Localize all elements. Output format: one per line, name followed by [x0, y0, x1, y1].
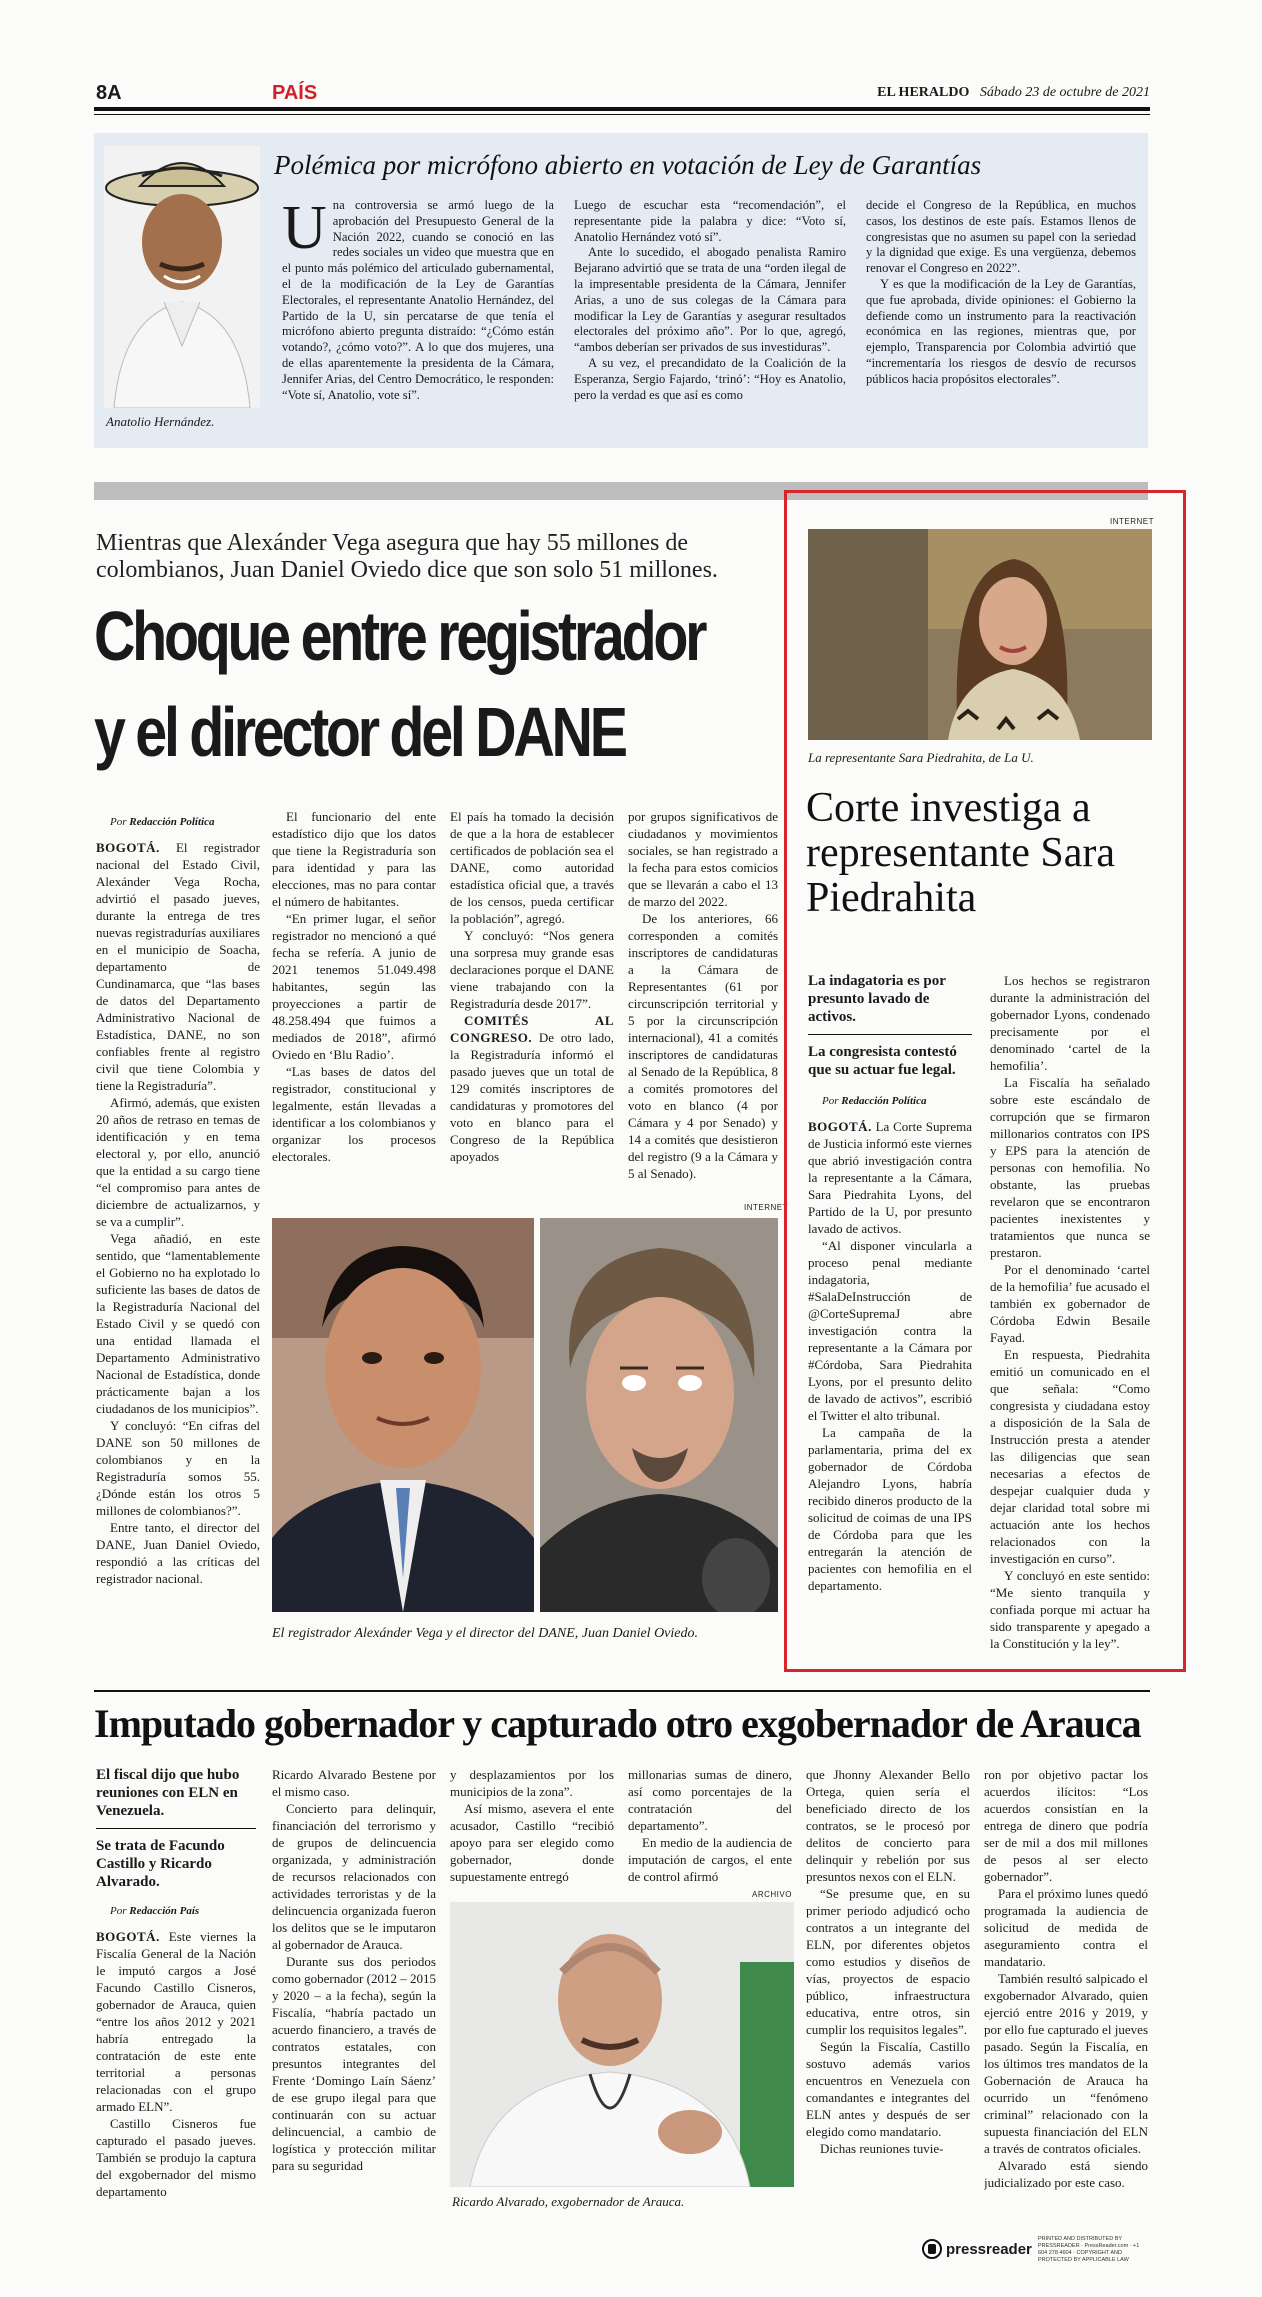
top-story-paragraph: decide el Congreso de la República, en muchos casos, los destinos de este país. Estamos llenos de congresistas que no asumen su papel con la seriedad y la dignidad que exige. Es una vergüenza, debemos renovar el Congreso en 2022”.: [866, 198, 1136, 276]
bottom-summary-1: El fiscal dijo que hubo reuniones con ELN en Venezuela.: [96, 1766, 256, 1829]
dateline: BOGOTÁ.: [96, 1929, 160, 1944]
main-byline: Por Redacción Política: [110, 816, 215, 828]
main-paragraph: “En primer lugar, el señor registrador no mencionó a qué fecha se refería. A junio de 2021 tenemos 51.049.498 habitantes, según las proyecciones a partir de 48.258.494 que fuimos a mediados de 2018”, afirmó Oviedo en ‘Blu Radio’.: [272, 911, 436, 1062]
anatolio-photo: [104, 146, 260, 408]
piedrahita-portrait-illustration: [808, 529, 1152, 740]
bottom-photo-caption: Ricardo Alvarado, exgobernador de Arauca.: [452, 2194, 685, 2209]
drop-cap: U: [282, 198, 327, 262]
main-paragraph: El funcionario del ente estadístico dijo que los datos que tiene la Registraduría son para identidad y para las elecciones, mas no para contar el número de habitantes.: [272, 809, 436, 909]
bottom-paragraph: Alvarado está siendo judicializado por este caso.: [984, 2158, 1148, 2190]
subhead: COMITÉS AL CONGRESO.: [450, 1013, 614, 1045]
bottom-paragraph: que Jhonny Alexander Bello Ortega, quien sería el beneficiado directo de los contratos, se le procesó por delitos de concierto para delinquir y rebelión por sus presuntos nexos con el ELN.: [806, 1767, 970, 1884]
main-col-1: [96, 808, 260, 1656]
bottom-paragraph: Dichas reuniones tuvie-: [820, 2141, 944, 2156]
top-story-col-1-text: na controversia se armó luego de la aprobación del Presupuesto General de la Nación 2022, cuando se conoció en las redes sociales un video que muestra que en el punto más polémico del articulado gubernamental, el de la modificación de la Ley de Garantías Electorales, el representante Anatolio Hernández, del Partido de la U, sin percatarse de que tenía el micrófono abierto pregunta distraído: “¿Cómo están votando?, ¿cómo voto?”. A lo que dos mujeres, una de ellas aparentemente la presidenta de la Cámara, Jennifer Arias, del Centro Democrático, le responden: “Vote sí, Anatolio, vote sí”.: [282, 198, 554, 402]
main-paragraph: Y concluyó: “En cifras del DANE son 50 millones de colombianos y en la Registraduría somos 55. ¿Dónde están los otros 5 millones de colombianos?”.: [96, 1418, 260, 1518]
bottom-paragraph: ron por objetivo pactar los acuerdos ilícitos: “Los acuerdos consistían en la entrega de dinero que podría ser de mil a dos mil millones de pesos al ser electo gobernador”.: [984, 1767, 1148, 1884]
side-paragraph: Por el denominado ‘cartel de la hemofilia’ fue acusado el también ex gobernador de Córdoba Edwin Besaile Fayad.: [990, 1262, 1150, 1345]
anatolio-portrait-illustration: [104, 146, 260, 408]
bottom-paragraph: Así mismo, asevera el ente acusador, Castillo “recibió apoyo para ser elegido como gobernador, donde supuestamente entregó: [450, 1801, 614, 1884]
bottom-photo-credit: ARCHIVO: [752, 1890, 792, 1899]
bottom-paragraph: También resultó salpicado el exgobernador Alvarado, quien ejerció entre 2016 y 2019, y por ello fue capturado el jueves pasado. Según la Fiscalía, en los últimos tres mandatos de la Gobernación de Arauca ha ocurrido un “fenómeno criminal” relacionado con la supuesta financiación del ELN a través de contratos oficiales.: [984, 1971, 1148, 2156]
oviedo-photo: [540, 1218, 778, 1612]
bottom-paragraph: Para el próximo lunes quedó programada la audiencia de solicitud de medida de aseguramiento contra el mandatario.: [984, 1886, 1148, 1969]
side-paragraph: La Fiscalía ha señalado sobre este escándalo de corrupción que se firmaron millonarios contratos con IPS y EPS para la atención de personas con hemofilia. No obstante, las pruebas revelaron que se encontraron pacientes inexistentes y tratamientos que nunca se prestaron.: [990, 1075, 1150, 1260]
top-story-paragraph: Ante lo sucedido, el abogado penalista Ramiro Bejarano advirtió que se trata de una “orden ilegal de la impresentable presidenta de la Cámara, Jennifer Arias, a uno de sus colegas de la Cámara para modificar la Ley de Garantías y asegurar resultados electorales del próximo año”. Por lo que, agregó, “ambos deberían ser privados de sus investiduras”.: [574, 245, 846, 355]
pressreader-icon: [922, 2239, 942, 2259]
top-story-paragraph: Luego de escuchar esta “recomendación”, el representante pide la palabra y dice: “Voto sí, Anatolio Hernández votó sí”.: [574, 198, 846, 244]
side-paragraph: La campaña de la parlamentaria, prima del ex gobernador de Córdoba Alejandro Lyons, habría recibido dineros producto de la solicitud de coimas de una IPS de Córdoba para que les entregarán la atención de pacientes con hemofilia en el departamento.: [808, 1425, 972, 1593]
bottom-paragraph: En medio de la audiencia de imputación de cargos, el ente de control afirmó: [628, 1835, 792, 1884]
alvarado-portrait-illustration: [450, 1902, 794, 2187]
main-photo-caption: El registrador Alexánder Vega y el director del DANE, Juan Daniel Oviedo.: [272, 1626, 699, 1641]
side-paragraph: Y concluyó en este sentido: “Me siento tranquila y confiada porque mi actuar ha sido transparente y apegado a la Constitución y la ley”.: [990, 1568, 1150, 1651]
bottom-paragraph: Concierto para delinquir, financiación del terrorismo y de grupos de delincuencia organizada, y administración de recursos relacionados con actividades terroristas y de la delincuencia organizada fueron los delitos que se le imputaron al gobernador de Arauca.: [272, 1801, 436, 1952]
bottom-col-6: [984, 1766, 1148, 2226]
bottom-paragraph: Según la Fiscalía, Castillo sostuvo además varios encuentros en Venezuela con comandantes e integrantes del ELN antes y después de ser elegido como mandatario.: [806, 2039, 970, 2139]
top-story-paragraph: Y es que la modificación de la Ley de Garantías, que fue aprobada, divide opiniones: el Gobierno la defiende como un instrumento para la reactivación económica en las regiones, mientras que, por ejemplo, Transparencia por Colombia advirtió que “incrementaría los riesgos de desvío de recursos públicos hacia propósitos electorales”.: [866, 276, 1136, 386]
side-photo-credit: INTERNET: [1110, 517, 1154, 526]
bottom-headline: Imputado gobernador y capturado otro exgobernador de Arauca: [94, 1701, 1141, 1746]
side-paragraph: Los hechos se registraron durante la administración del gobernador Lyons, condenado precisamente por el denominado ‘cartel de la hemofilia’.: [990, 973, 1150, 1073]
section-label: PAÍS: [272, 82, 318, 104]
main-paragraph: Afirmó, además, que existen 20 años de retraso en temas de identificación y en tema electoral y, por ello, anunció que la entidad a su cargo tiene “el compromiso para antes de diciembre de actualizarnos, y se va a cumplir”.: [96, 1095, 260, 1229]
page-number: 8A: [96, 82, 122, 104]
side-headline: Corte investiga a representante Sara Piedrahita: [806, 785, 1115, 921]
main-paragraph: por grupos significativos de ciudadanos y movimientos sociales, se han registrado a la fecha para estos comicios que se llevarán a cabo el 13 de marzo del 2022.: [628, 809, 778, 909]
anatolio-caption: Anatolio Hernández.: [106, 414, 215, 429]
main-paragraph: Y concluyó: “Nos genera una sorpresa muy grande esas declaraciones porque el DANE viene trabajando con la Registraduría desde 2017”.: [450, 928, 614, 1011]
masthead-date: [877, 84, 1150, 101]
pressreader-badge[interactable]: [922, 2236, 1034, 2262]
side-col-2: [990, 972, 1150, 1654]
bottom-paragraph: Castillo Cisneros fue capturado el pasado jueves. También se produjo la captura del exgobernador del mismo departamento: [96, 2116, 256, 2199]
pressreader-brand: pressreader: [946, 2240, 1032, 2258]
main-paragraph: “Las bases de datos del registrador, constitucional y legalmente, están llevadas a identificar a los colombianos y organizar los procesos electorales.: [272, 1064, 436, 1164]
side-paragraph: En respuesta, Piedrahita emitió un comunicado en el que señala: “Como congresista y ciudadana estoy a disposición de la Sala de Instrucción presta a atender las diligencias que sean necesarias a efectos de despejar cualquier duda y dejar claridad total sobre mi actuación ante los hechos relacionados con la investigación en curso”.: [990, 1347, 1150, 1566]
alvarado-photo: [450, 1902, 794, 2187]
top-story-paragraph: A su vez, el precandidato de la Coalición de la Esperanza, Sergio Fajardo, ‘trinó’: “Hoy es Anatolio, pero la verdad es que así es como: [574, 355, 846, 402]
vega-portrait-illustration: [272, 1218, 534, 1612]
header-rule-thick: [94, 107, 1150, 111]
side-byline: Por Redacción Política: [822, 1095, 927, 1107]
main-col-4: [628, 808, 778, 1210]
side-col-1: [808, 972, 972, 1654]
pressreader-notice: PRINTED AND DISTRIBUTED BY PRESSREADER · PressReader.com · +1 604 278 4604 · COPYRIGHT AND PROTECTED BY APPLICABLE LAW: [1038, 2236, 1140, 2263]
bottom-col-4: [628, 1766, 792, 1886]
main-paragraph: Entre tanto, el director del DANE, Juan Daniel Oviedo, respondió a las críticas del registrador nacional.: [96, 1520, 260, 1586]
main-paragraph: Vega añadió, en este sentido, que “lamentablemente el Gobierno no ha explotado lo suficiente las bases de datos de la Registraduría Nacional del Estado Civil y se quedó con una entidad llamada el Departamento Administrativo Nacional de Estadística, donde prácticamente bajan a los ciudadanos de los municipios”.: [96, 1231, 260, 1416]
dateline: BOGOTÁ.: [808, 1119, 872, 1134]
side-paragraph: BOGOTÁ. La Corte Suprema de Justicia informó este viernes que abrió investigación contra la representante a la Cámara, Sara Piedrahita Lyons, del Partido de la U, por presunto lavado de activos.: [808, 1119, 972, 1236]
bottom-paragraph: “Se presume que, en su primer periodo adjudicó ocho contratos a un integrante del ELN, por diferentes objetos como estudios y diseños de vías, proyectos de espacio público, infraestructura educativa, entre otros, sin cumplir los requisitos legales”.: [806, 1886, 970, 2037]
bottom-paragraph: y desplazamientos por los municipios de la zona”.: [450, 1767, 614, 1799]
bottom-summary-2: Se trata de Facundo Castillo y Ricardo Alvarado.: [96, 1838, 225, 1890]
bottom-col-1: [96, 1766, 256, 2226]
header-rule-thin: [94, 114, 1150, 115]
vega-photo: [272, 1218, 534, 1612]
issue-date: Sábado 23 de octubre de 2021: [979, 85, 1150, 100]
bottom-byline: Por Redacción País: [110, 1905, 200, 1917]
main-kicker: Mientras que Alexánder Vega asegura que hay 55 millones de colombianos, Juan Daniel Oviedo dice que son solo 51 millones.: [96, 530, 718, 583]
side-summary-2: La congresista contestó que su actuar fue legal.: [808, 1044, 957, 1078]
bottom-col-5: [806, 1766, 970, 2226]
newspaper-name: EL HERALDO: [877, 85, 970, 100]
main-headline-line-2: y el director del DANE: [94, 693, 625, 771]
main-col-3: [450, 808, 614, 1210]
side-summary-1: La indagatoria es por presunto lavado de activos.: [808, 972, 972, 1035]
side-photo-caption: La representante Sara Piedrahita, de La U.: [808, 750, 1034, 765]
main-paragraph: De los anteriores, 66 corresponden a comités inscriptores de candidaturas a la Cámara de Representantes (61 por circunscripción territorial y 5 por la circunscripción internacional), 41 a comités inscriptores de candidaturas al Senado de la República, 8 a comités promotores del voto en blanco (4 por Cámara y 4 por Senado) y 14 a comités que desistieron del registro (9 a la Cámara y 5 al Senado).: [628, 911, 778, 1181]
main-col-2: [272, 808, 436, 1210]
main-paragraph: El país ha tomado la decisión de que a la hora de establecer certificados de población sea el DANE, como autoridad estadística oficial que, a través de los censos, pueda certificar la población”, agregó.: [450, 809, 614, 926]
bottom-rule: [94, 1690, 1150, 1692]
main-photo-credit: INTERNET: [744, 1203, 788, 1212]
top-story-col-3: [866, 198, 1136, 438]
top-story-col-2: [574, 198, 846, 438]
bottom-col-2: [272, 1766, 436, 2226]
oviedo-portrait-illustration: [540, 1218, 778, 1612]
top-story-col-1: [282, 198, 554, 438]
dateline: BOGOTÁ.: [96, 840, 160, 855]
bottom-paragraph: Durante sus dos periodos como gobernador (2012 – 2015 y 2020 – a la fecha), según la Fiscalía, “habría pactado un acuerdo financiero, a través de contratos estatales, con presuntos integrantes del Frente ‘Domingo Laín Sáenz’ de ese grupo ilegal para que continuarán con su actuar delincuencial, a cambio de logística y protección militar para su seguridad: [272, 1954, 436, 2173]
main-paragraph: BOGOTÁ. El registrador nacional del Estado Civil, Alexánder Vega Rocha, advirtió el pasado jueves, durante la entrega de tres nuevas registradurías auxiliares en el municipio de Soacha, departamento de Cundinamarca, que “las bases de datos del Departamento Administrativo Nacional de Estadística, DANE, no son confiables frente al registro civil que tiene Colombia y tiene la Registraduría”.: [96, 840, 260, 1093]
side-paragraph: “Al disponer vincularla a proceso penal mediante indagatoria, #SalaDeInstrucción de @CorteSupremaJ abre investigación contra la representante a la Cámara por #Córdoba, Sara Piedrahita Lyons, por el presunto delito de lavado de activos”, escribió el Twitter el alto tribunal.: [808, 1238, 972, 1423]
top-story-headline: Polémica por micrófono abierto en votación de Ley de Garantías: [274, 150, 982, 180]
bottom-paragraph: BOGOTÁ. Este viernes la Fiscalía General de la Nación le imputó cargos a José Facundo Castillo Cisneros, gobernador de Arauca, quien “entre los años 2012 y 2021 habría entregado la contratación de este ente territorial a personas relacionadas con el grupo armado ELN”.: [96, 1929, 256, 2114]
bottom-paragraph: millonarias sumas de dinero, así como porcentajes de la contratación del departamento”.: [628, 1767, 792, 1833]
piedrahita-photo: [808, 529, 1152, 740]
bottom-col-3: [450, 1766, 614, 1886]
main-headline-line-1: Choque entre registrador: [94, 597, 705, 675]
main-paragraph: COMITÉS AL CONGRESO. De otro lado, la Registraduría informó el pasado jueves que un total de 129 comités inscriptores de candidaturas y promotores del voto en blanco para el Congreso de la República apoyados: [450, 1013, 614, 1164]
bottom-paragraph: Ricardo Alvarado Bestene por el mismo caso.: [272, 1767, 436, 1799]
